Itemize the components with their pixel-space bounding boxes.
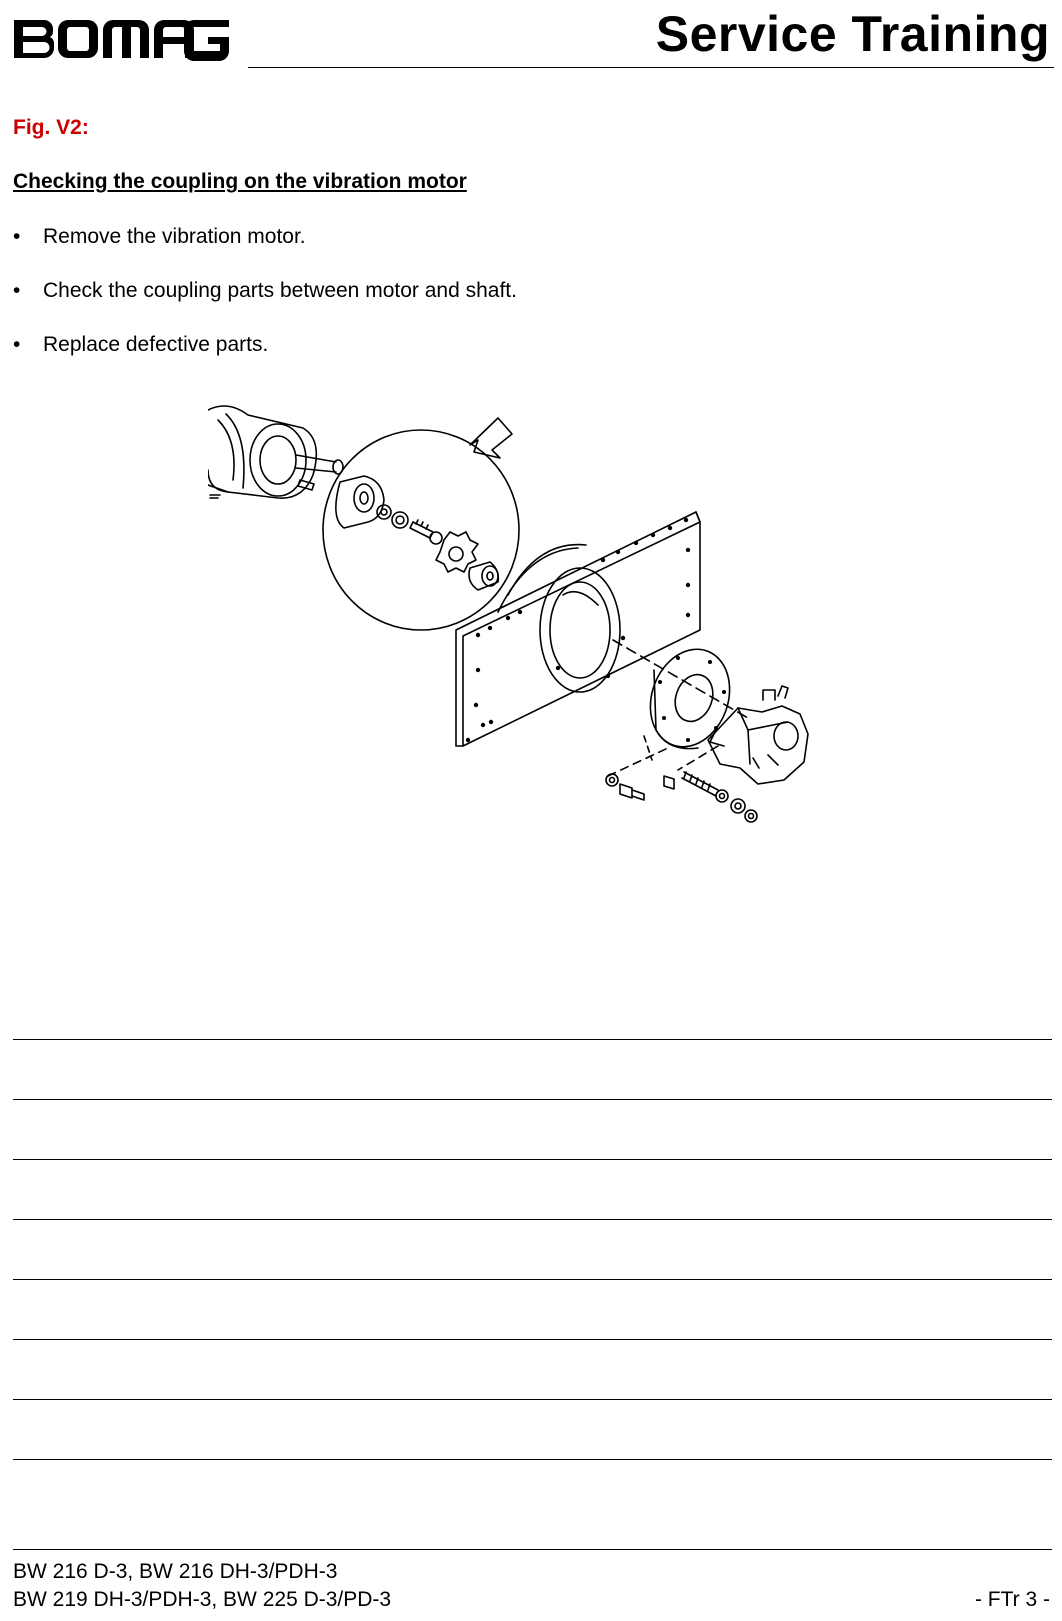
note-line [13, 1160, 1052, 1220]
section-title: Checking the coupling on the vibration motor [13, 170, 467, 193]
footer-models-line-2: BW 219 DH-3/PDH-3, BW 225 D-3/PD-3 [13, 1588, 392, 1611]
instruction-text: Replace defective parts. [43, 333, 269, 356]
note-line [13, 1400, 1052, 1460]
instruction-step [13, 224, 517, 278]
page-header-title: Service Training [655, 6, 1050, 62]
figure-label: Fig. V2: [13, 116, 89, 139]
instruction-step [13, 278, 517, 332]
exploded-vibration-motor-assembly-icon [208, 400, 848, 860]
coupling-parts [336, 476, 499, 590]
bullet-icon: • [13, 225, 21, 248]
bullet-icon: • [13, 279, 21, 302]
note-line [13, 1280, 1052, 1340]
bomag-logo [14, 16, 236, 62]
header-divider [248, 67, 1054, 68]
note-lines [13, 980, 1052, 1460]
note-line [13, 1040, 1052, 1100]
motor-flange [637, 638, 743, 758]
detail-magnifier-circle [323, 430, 519, 630]
note-line [13, 1100, 1052, 1160]
instruction-list [13, 224, 517, 386]
mounting-plate [456, 512, 700, 746]
vibration-motor [708, 686, 808, 784]
page-number: - FTr 3 - [974, 1588, 1050, 1611]
mounting-hardware [606, 772, 757, 822]
bullet-icon: • [13, 333, 21, 356]
note-line [13, 1340, 1052, 1400]
instruction-text: Check the coupling parts between motor and shaft. [43, 279, 517, 302]
note-line [13, 1220, 1052, 1280]
note-line [13, 980, 1052, 1040]
arrow-indicator-icon [470, 418, 512, 458]
instruction-step [13, 332, 517, 386]
footer-models-line-1: BW 216 D-3, BW 216 DH-3/PDH-3 [13, 1560, 338, 1583]
drum-hub [208, 406, 343, 498]
instruction-text: Remove the vibration motor. [43, 225, 306, 248]
footer-divider [13, 1549, 1052, 1550]
